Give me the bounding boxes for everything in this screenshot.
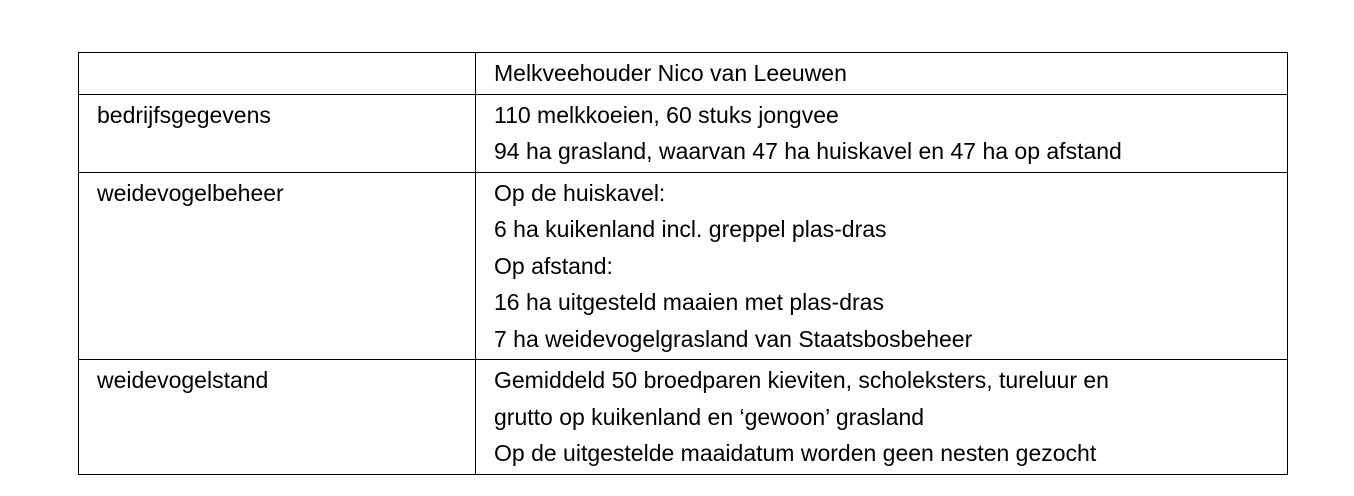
row-value-cell (476, 94, 1288, 172)
row-line: Gemiddeld 50 broedparen kieviten, scholeksters, tureluur en (494, 367, 1109, 393)
row-line: 6 ha kuikenland incl. greppel plas-dras (494, 216, 887, 242)
row-line: Op de huiskavel: (494, 179, 666, 206)
row-line: Op afstand: (494, 252, 613, 279)
row-label-cell (79, 360, 476, 475)
info-table (78, 52, 1288, 475)
row-line: grutto op kuikenland en ‘gewoon’ grasland (494, 403, 925, 430)
row-value-cell (476, 360, 1288, 475)
table-title: Melkveehouder Nico van Leeuwen (494, 60, 847, 86)
table-header-row (79, 53, 1288, 95)
row-label: weidevogelbeheer (97, 179, 284, 206)
row-value-cell (476, 172, 1288, 360)
table-row (79, 94, 1288, 172)
row-line: 110 melkkoeien, 60 stuks jongvee (494, 101, 839, 128)
row-line: 16 ha uitgesteld maaien met plas-dras (494, 289, 884, 315)
row-label-cell (79, 172, 476, 360)
table-row (79, 172, 1288, 360)
header-cell-empty (79, 53, 476, 95)
table-row (79, 360, 1288, 475)
row-label-cell (79, 94, 476, 172)
row-label: bedrijfsgegevens (97, 101, 271, 128)
row-label: weidevogelstand (97, 367, 269, 393)
row-line: Op de uitgestelde maaidatum worden geen nesten gezocht (494, 440, 1097, 466)
row-line: 94 ha grasland, waarvan 47 ha huiskavel en 47 ha op afstand (494, 138, 1122, 164)
row-line: 7 ha weidevogelgrasland van Staatsbosbeheer (494, 325, 973, 352)
header-cell-title (476, 53, 1288, 95)
